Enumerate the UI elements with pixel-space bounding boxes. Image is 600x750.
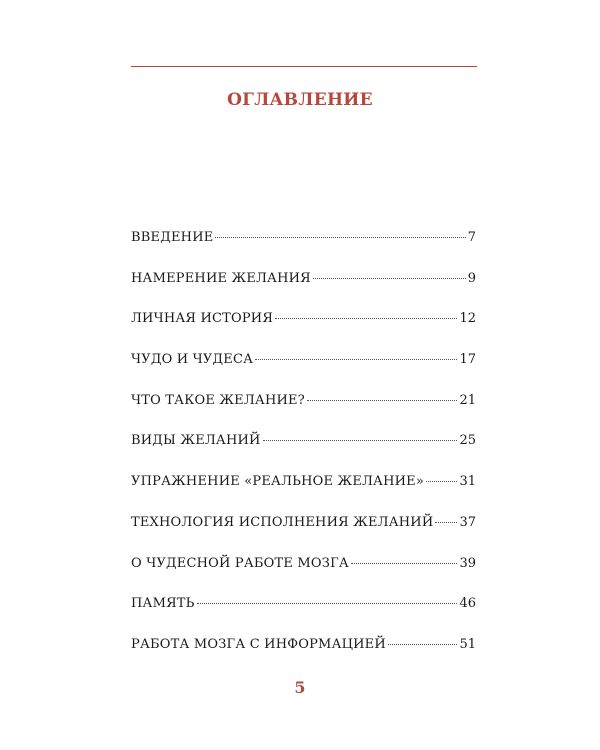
toc-entry-title: ЧТО ТАКОЕ ЖЕЛАНИЕ? [131, 392, 305, 408]
toc-entry-title: ЛИЧНАЯ ИСТОРИЯ [131, 311, 274, 327]
toc-entry-title: РАБОТА МОЗГА С ИНФОРМАЦИЕЙ [131, 636, 386, 652]
dot-leader [426, 481, 457, 482]
toc-entry-title: О ЧУДЕСНОЙ РАБОТЕ МОЗГА [131, 555, 349, 571]
table-of-contents [131, 228, 476, 676]
toc-entry-page: 39 [459, 555, 476, 571]
dot-leader [255, 359, 457, 360]
toc-entry[interactable] [131, 350, 476, 391]
toc-entry[interactable] [131, 228, 476, 269]
toc-entry-page: 7 [467, 230, 476, 245]
toc-entry-page: 51 [459, 636, 476, 652]
page-number: 5 [294, 678, 306, 697]
toc-entry-page: 31 [459, 474, 476, 490]
toc-entry-title: НАМЕРЕНИЕ ЖЕЛАНИЯ [131, 270, 311, 286]
toc-entry[interactable] [131, 269, 476, 310]
top-divider [131, 66, 477, 67]
toc-entry[interactable] [131, 472, 476, 513]
toc-entry-title: ЧУДО И ЧУДЕСА [131, 352, 254, 368]
dot-leader [351, 563, 458, 564]
toc-entry-title: УПРАЖНЕНИЕ «РЕАЛЬНОЕ ЖЕЛАНИЕ» [131, 474, 425, 490]
toc-entry-title: ПАМЯТЬ [131, 596, 195, 612]
page-title: ОГЛАВЛЕНИЕ [227, 90, 373, 110]
toc-entry-title: ВИДЫ ЖЕЛАНИЙ [131, 433, 261, 449]
dot-leader [435, 522, 457, 523]
toc-entry-title: ВВЕДЕНИЕ [131, 230, 214, 245]
toc-entry[interactable] [131, 554, 476, 595]
dot-leader [307, 400, 458, 401]
toc-entry-page: 25 [459, 433, 476, 449]
toc-entry[interactable] [131, 635, 476, 676]
toc-entry[interactable] [131, 431, 476, 472]
toc-entry-page: 9 [467, 270, 476, 286]
toc-entry-page: 46 [459, 596, 476, 612]
dot-leader [215, 237, 465, 238]
toc-entry[interactable] [131, 594, 476, 635]
toc-entry-page: 21 [459, 392, 476, 408]
dot-leader [313, 278, 466, 279]
toc-entry-title: ТЕХНОЛОГИЯ ИСПОЛНЕНИЯ ЖЕЛАНИЙ [131, 514, 434, 530]
toc-entry-page: 37 [459, 514, 476, 530]
toc-entry-page: 17 [459, 352, 476, 368]
dot-leader [388, 644, 458, 645]
dot-leader [197, 603, 458, 604]
dot-leader [275, 318, 457, 319]
dot-leader [263, 440, 458, 441]
toc-entry[interactable] [131, 309, 476, 350]
toc-entry[interactable] [131, 391, 476, 432]
toc-entry[interactable] [131, 513, 476, 554]
toc-entry-page: 12 [459, 311, 476, 327]
